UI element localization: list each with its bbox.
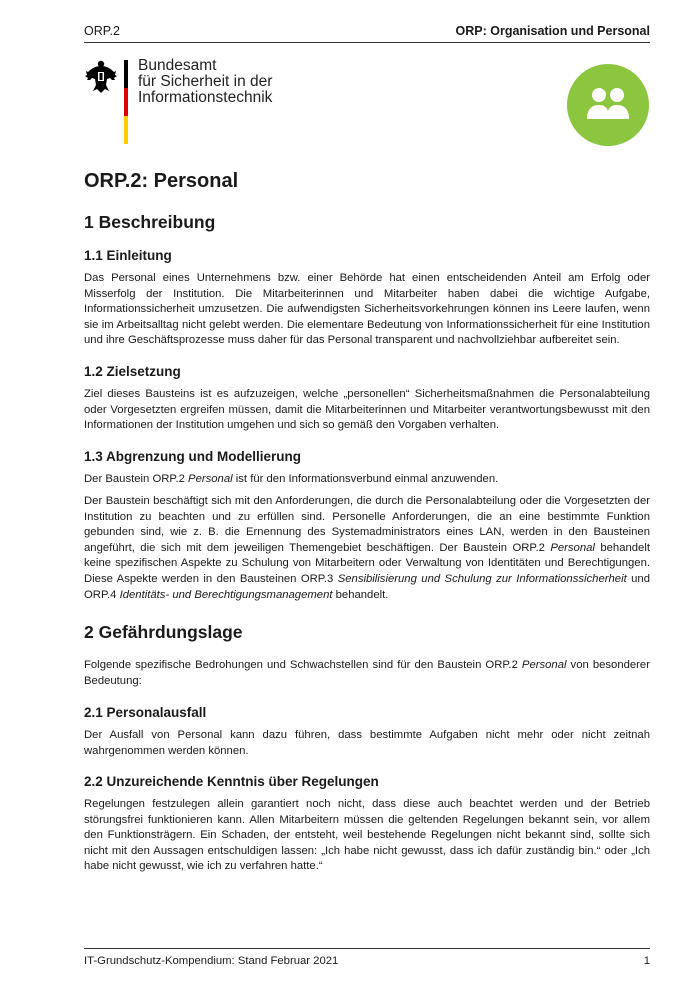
- page-header: [84, 22, 650, 43]
- logo-line-3: Informationstechnik: [138, 89, 273, 106]
- section-2-intro: Folgende spezifische Bedrohungen und Schwachstellen sind für den Baustein ORP.2 Personal von besonderer Bedeutung:: [84, 659, 650, 687]
- section-2-2-heading: 2.2 Unzureichende Kenntnis über Regelungen: [84, 774, 379, 789]
- section-1-2-text: Ziel dieses Bausteins ist es aufzuzeigen, welche „personellen“ Sicherheitsmaßnahmen die Personalabteilung oder Vorgesetzten ergreifen müssen, damit die Mitarbeiterinnen und Mitarbeiter verantwortungsbewusst mit den Informationen der Institution umgehen und sich so gemäß den Vorgaben verhalten.: [84, 388, 650, 432]
- people-icon: [567, 64, 649, 146]
- page-number: 1: [643, 955, 650, 967]
- federal-eagle-icon: [84, 58, 118, 94]
- section-1-1-heading: 1.1 Einleitung: [84, 248, 172, 263]
- section-1-1-text: Das Personal eines Unternehmens bzw. einer Behörde hat einen entscheidenden Anteil am Erfolg oder Misserfolg der Institution. Die Mitarbeiterinnen und Mitarbeiter haben dabei die wichtige Aufgabe, Informationssicherheit umzusetzen. Die aufwendigsten Sicherheitsvorkehrungen können ins Leere laufen, wenn sie im Arbeitsalltag nicht gelebt werden. Die elementare Bedeutung von Informationssicherheit für eine Institution und ihre Geschäftsprozesse muss daher für das Personal transparent und nachvollziehbar aufbereitet sein.: [84, 272, 650, 347]
- page-title: ORP.2: Personal: [84, 170, 239, 192]
- bsi-logo: [84, 58, 274, 146]
- logo-line-2: für Sicherheit in der: [138, 73, 273, 90]
- header-category: ORP: Organisation und Personal: [455, 24, 650, 38]
- section-2-heading: 2 Gefährdungslage: [84, 622, 243, 642]
- flag-stripe: [124, 60, 128, 144]
- category-badge: [567, 64, 649, 146]
- section-1-3-para-1: Der Baustein ORP.2 Personal ist für den Informationsverbund einmal anzuwenden.: [84, 473, 499, 485]
- section-1-2-heading: 1.2 Zielsetzung: [84, 364, 181, 379]
- header-module-id: ORP.2: [84, 24, 120, 38]
- logo-text: [138, 58, 272, 106]
- section-1-3-heading: 1.3 Abgrenzung und Modellierung: [84, 449, 301, 464]
- footer-edition: IT-Grundschutz-Kompendium: Stand Februar 2021: [84, 955, 339, 967]
- section-2-1-heading: 2.1 Personalausfall: [84, 705, 207, 720]
- section-1-3-para-2: Der Baustein beschäftigt sich mit den Anforderungen, die durch die Personalabteilung oder die Vorgesetzten der Institution zu beachten und zu erfüllen sind. Personelle Anforderungen, die an eine bestimmte Funktion gebunden sind, wie z. B. die Ernennung des Systemadministrators eines LAN, werden in den Bausteinen angeführt, die sich mit dem jeweiligen Themengebiet beschäftigen. Der Baustein ORP.2 Personal behandelt keine spezifischen Aspekte zu Schulung von Mitarbeitern oder Verwaltung von Identitäten und Berechtigungen. Diese Aspekte werden in den Bausteinen ORP.3 Sensibilisierung und Schulung zur Informationssicherheit und ORP.4 Identitäts- und Berechtigungsmanagement behandelt.: [84, 495, 650, 601]
- section-1-heading: 1 Beschreibung: [84, 212, 216, 232]
- logo-line-1: Bundesamt: [138, 57, 217, 74]
- section-2-1-text: Der Ausfall von Personal kann dazu führen, dass bestimmte Aufgaben nicht mehr oder nicht zeitnah wahrgenommen werden können.: [84, 729, 650, 757]
- section-2-2-text: Regelungen festzulegen allein garantiert noch nicht, dass diese auch beachtet werden und der Betrieb störungsfrei funktionieren kann. Allen Mitarbeitern müssen die geltenden Regelungen bekannt sein, vor allem den Funktionsträgern. Ein Schaden, der entsteht, weil bestehende Regelungen nicht bekannt sind, sollte sich nicht mit den Aussagen entschuldigen lassen: „Ich habe nicht gewusst, dass ich dafür zuständig bin.“ oder „Ich habe nicht gewusst, wie ich zu verfahren hatte.“: [84, 798, 650, 873]
- page-footer: [84, 948, 650, 967]
